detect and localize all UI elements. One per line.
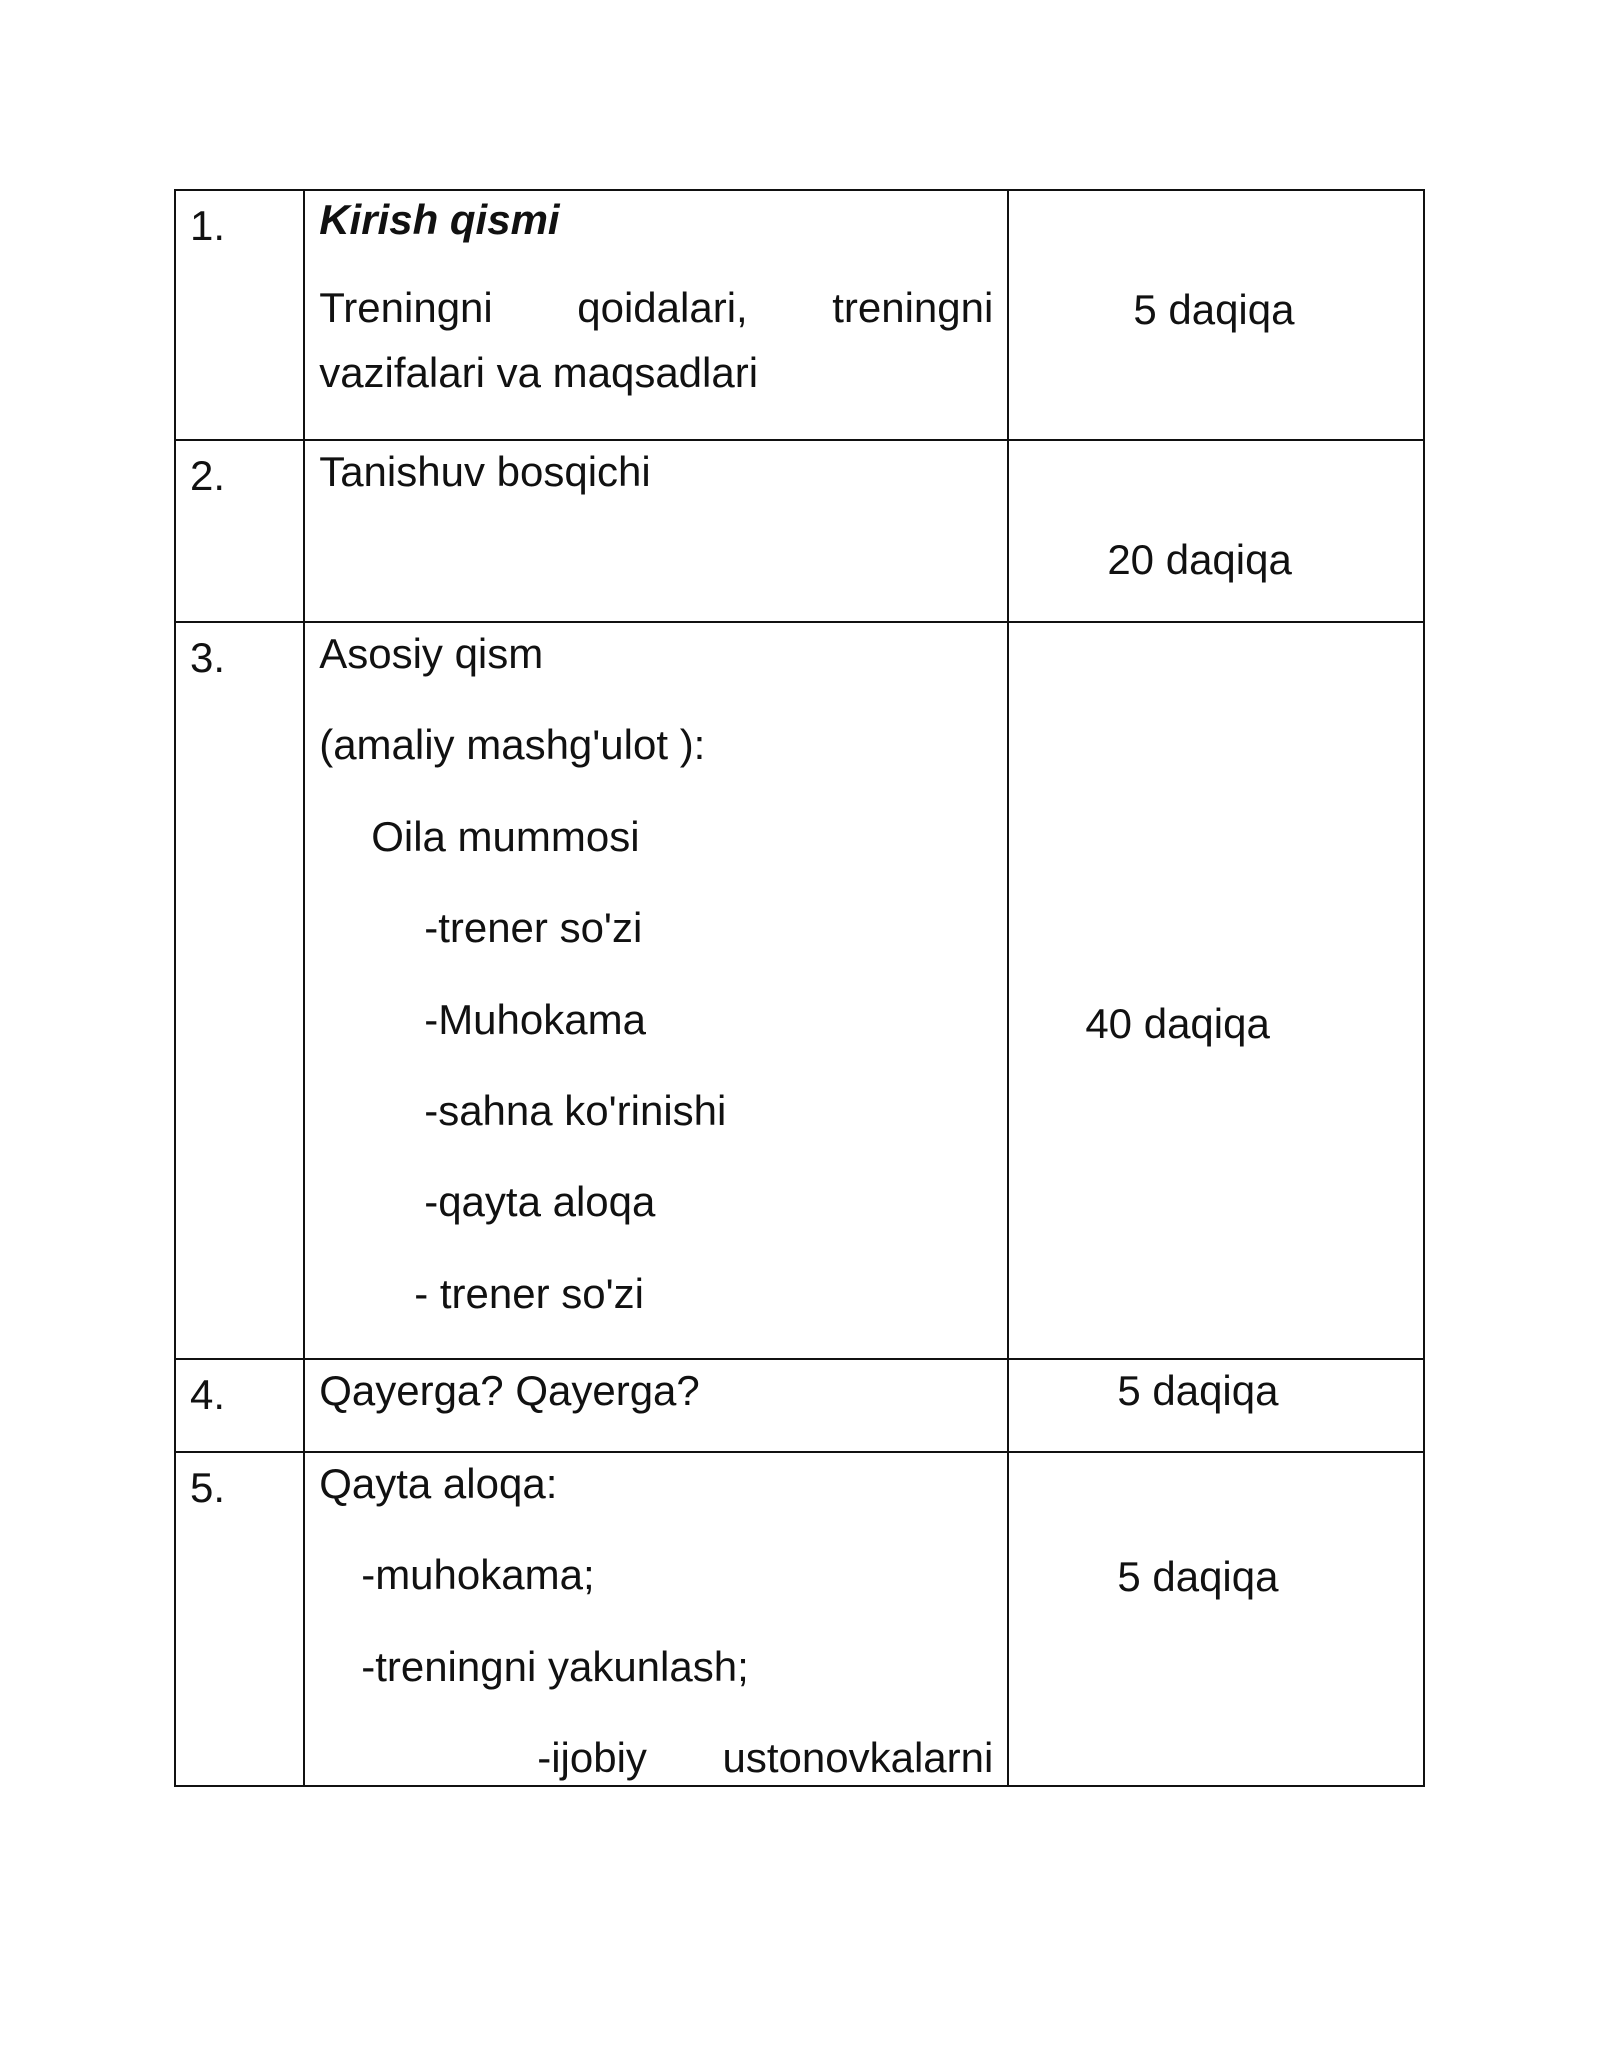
description-line: -Muhokama [424,995,646,1043]
word: -ijobiy [537,1734,647,1782]
row-number: 3. [190,634,226,681]
row-number-cell [175,190,304,440]
row-number: 2. [190,452,226,499]
word: Treningni [319,284,493,332]
duration-text: 5 daqiqa [1133,286,1295,333]
duration-text: 40 daqiqa [1085,1000,1270,1047]
word: treningni [832,284,994,332]
table-row [175,622,1424,1359]
description-line: -sahna ko'rinishi [424,1086,727,1134]
description-cell [304,190,1008,440]
table-row [175,1359,1424,1452]
row-number-cell [175,440,304,622]
description-cell [304,1359,1008,1452]
duration-text: 20 daqiqa [1107,536,1292,583]
description-line: -treningni yakunlash; [361,1642,749,1690]
program-table [174,189,1425,1787]
description-line [319,1733,993,1783]
description-cell [304,1452,1008,1786]
description-cell [304,440,1008,622]
row-number: 5. [190,1464,226,1511]
word: ustonovkalarni [722,1734,994,1782]
section-title: Tanishuv bosqichi [319,448,651,495]
duration-cell [1008,622,1424,1359]
section-title: Asosiy qism [319,630,544,677]
table-row [175,190,1424,440]
table-row [175,1452,1424,1786]
description-line: -qayta aloqa [424,1178,656,1226]
table-row [175,440,1424,622]
description-cell [304,622,1008,1359]
description-line: -muhokama; [361,1551,595,1599]
description-line [319,283,993,333]
duration-text: 5 daqiqa [1117,1553,1279,1600]
row-number-cell [175,1359,304,1452]
section-title: Qayta aloqa: [319,1460,558,1507]
description-line: -trener so'zi [424,904,643,952]
description-line: Oila mummosi [371,812,640,860]
row-number: 4. [190,1371,226,1418]
duration-text: 5 daqiqa [1117,1367,1279,1414]
description-line: vazifalari va maqsadlari [319,348,759,396]
section-title: Qayerga? Qayerga? [319,1367,700,1414]
description-line: (amaliy mashg'ulot ): [319,721,706,769]
duration-cell [1008,1452,1424,1786]
duration-cell [1008,440,1424,622]
word: qoidalari, [577,284,748,332]
section-title: Kirish qismi [319,196,560,243]
row-number-cell [175,622,304,1359]
description-line: - trener so'zi [414,1269,644,1317]
duration-cell [1008,1359,1424,1452]
row-number: 1. [190,202,226,249]
duration-cell [1008,190,1424,440]
row-number-cell [175,1452,304,1786]
